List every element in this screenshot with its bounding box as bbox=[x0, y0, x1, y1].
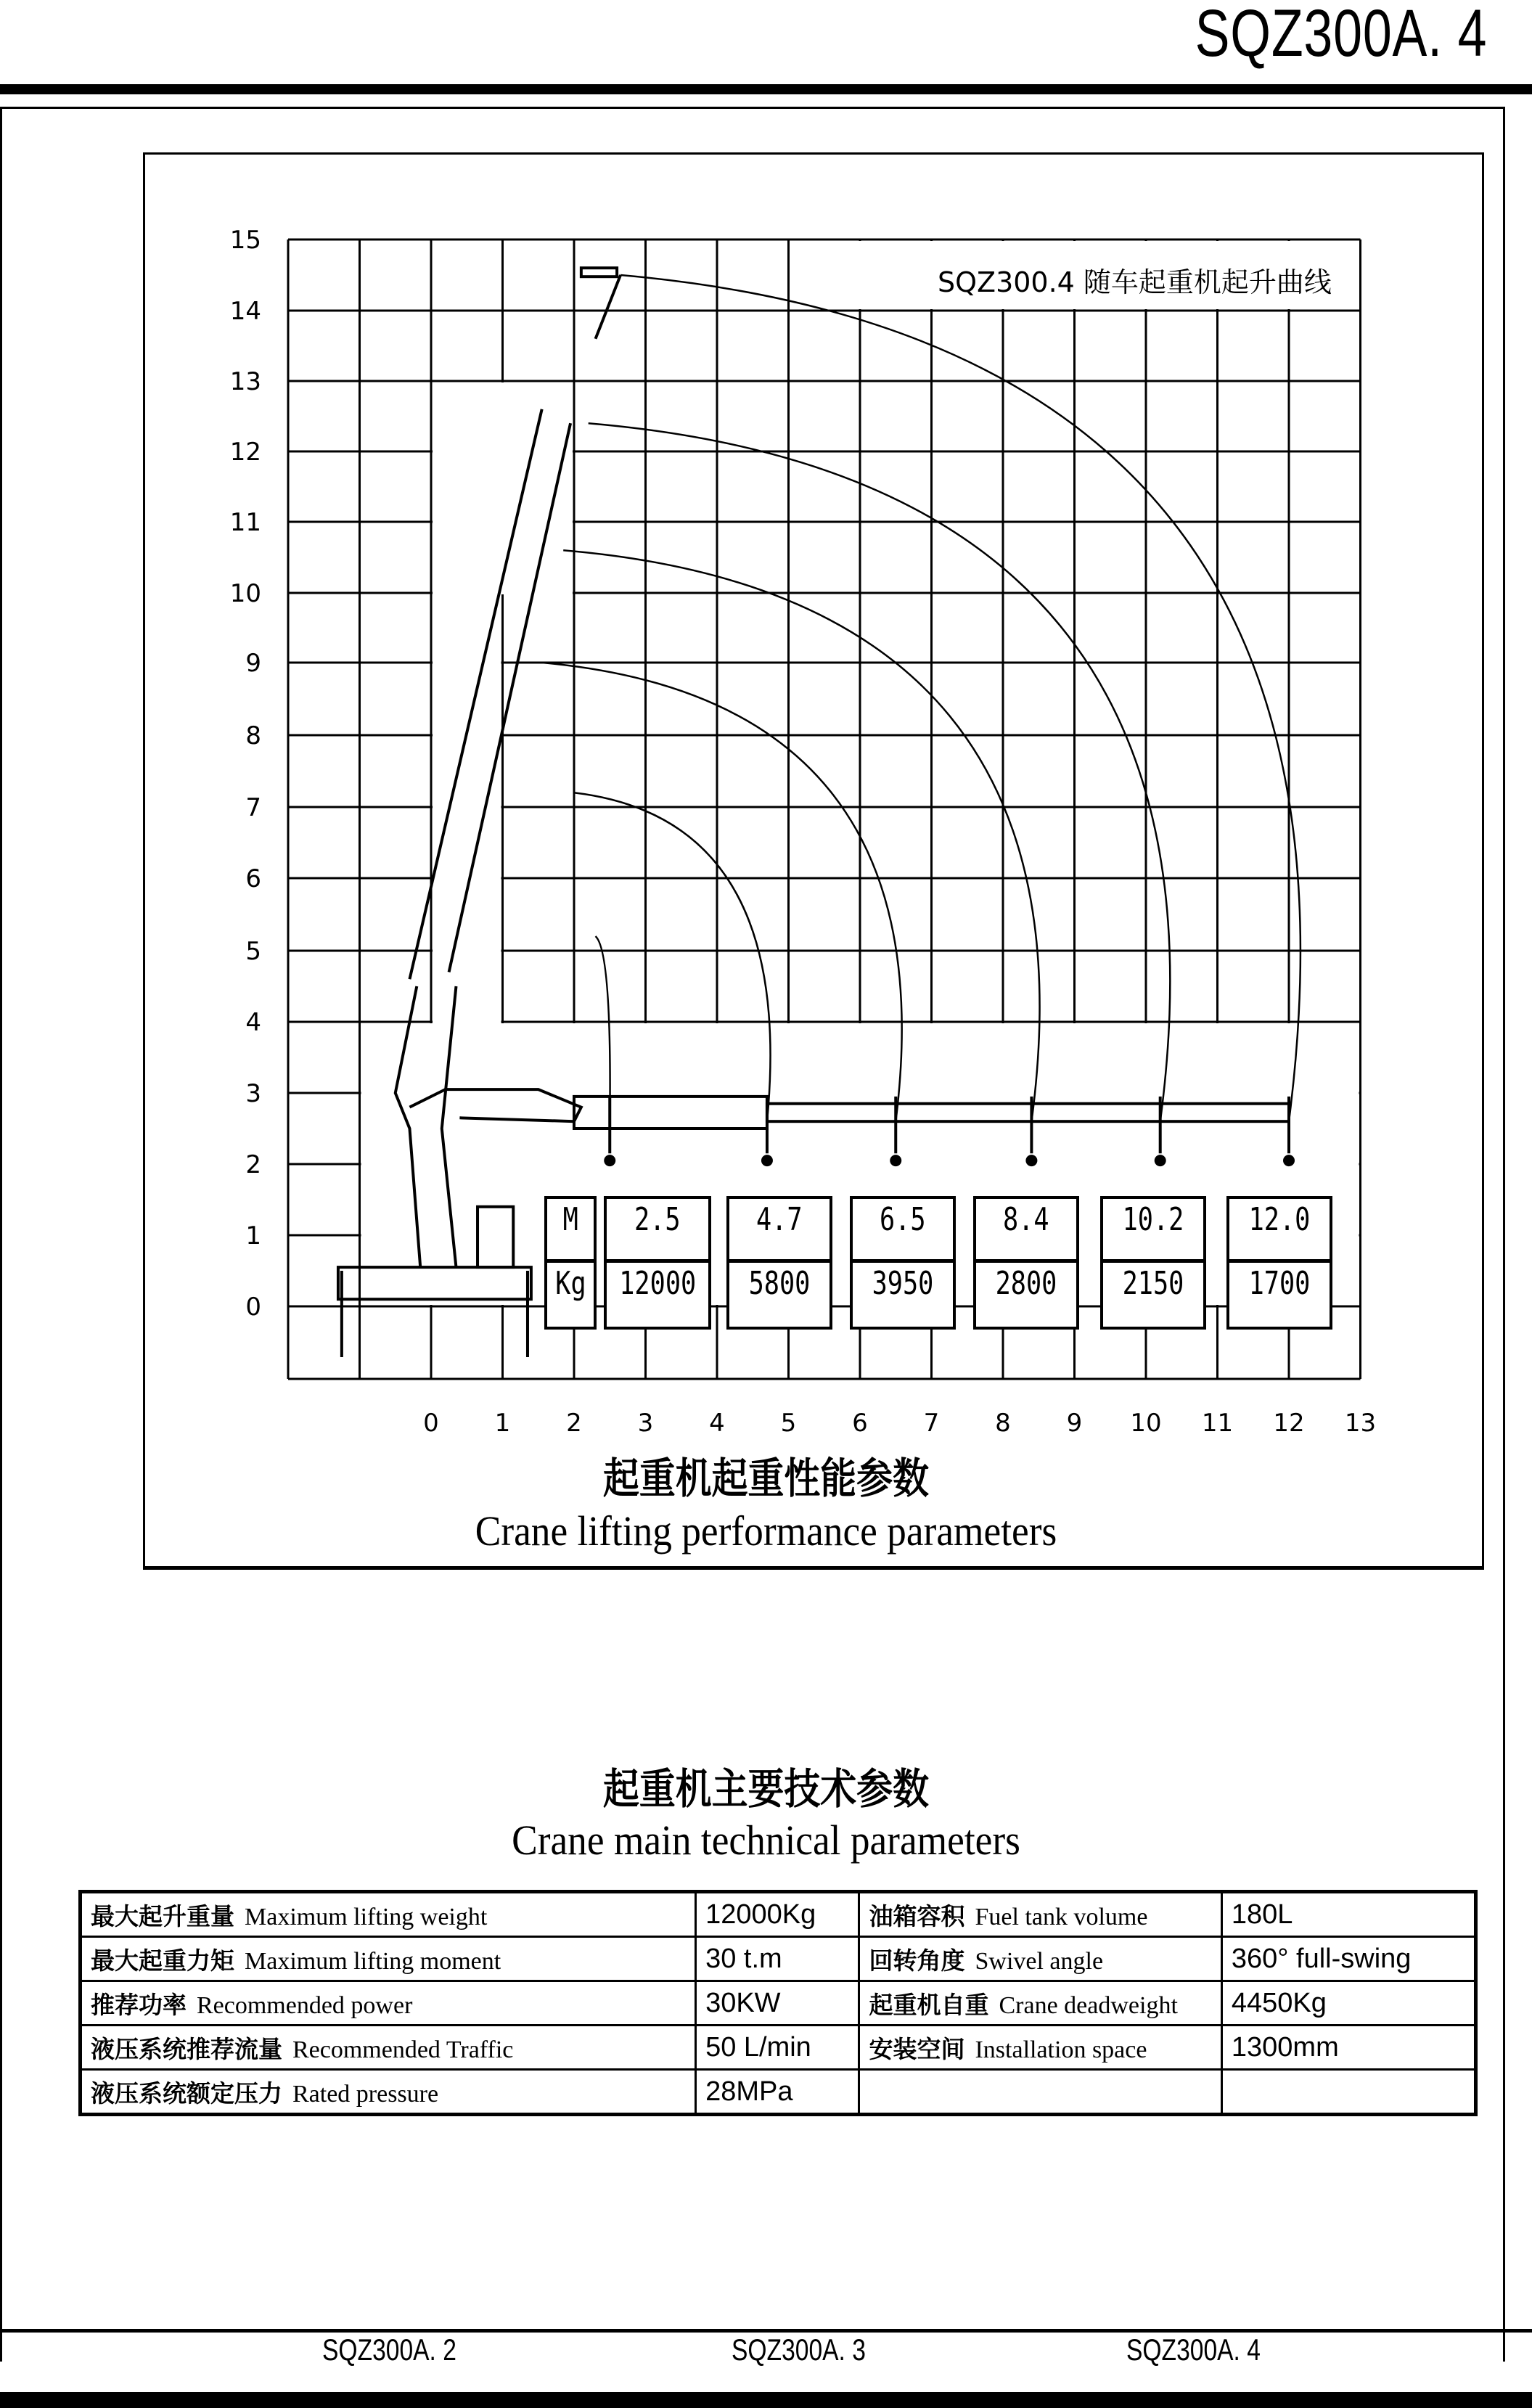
svg-text:1: 1 bbox=[494, 1409, 511, 1438]
svg-text:9: 9 bbox=[1066, 1409, 1083, 1438]
param-row bbox=[81, 2070, 1476, 2115]
param-value: 28MPa bbox=[696, 2070, 859, 2115]
param-label: 起重机自重 Crane deadweight bbox=[859, 1981, 1221, 2026]
footer-link-2[interactable]: SQZ300A. 3 bbox=[732, 2333, 866, 2367]
svg-text:6: 6 bbox=[245, 864, 261, 893]
svg-text:13: 13 bbox=[229, 367, 261, 396]
param-value: 360° full-swing bbox=[1221, 1937, 1475, 1981]
svg-text:3: 3 bbox=[637, 1409, 654, 1438]
load-table-column: 10.2 2150 bbox=[1100, 1196, 1206, 1330]
param-label: 液压系统额定压力 Rated pressure bbox=[81, 2070, 696, 2115]
svg-text:12: 12 bbox=[1273, 1409, 1305, 1438]
param-value: 30KW bbox=[696, 1981, 859, 2026]
param-value: 50 L/min bbox=[696, 2026, 859, 2070]
load-table-column: 4.7 5800 bbox=[726, 1196, 832, 1330]
param-value: 30 t.m bbox=[696, 1937, 859, 1981]
svg-text:2: 2 bbox=[566, 1409, 582, 1438]
svg-text:3: 3 bbox=[245, 1079, 261, 1108]
x-axis-ticks bbox=[423, 1409, 1376, 1438]
svg-text:4: 4 bbox=[245, 1008, 261, 1037]
load-table-column: 6.5 3950 bbox=[850, 1196, 956, 1330]
svg-text:8: 8 bbox=[995, 1409, 1011, 1438]
svg-text:6: 6 bbox=[852, 1409, 868, 1438]
tech-params-table bbox=[78, 1890, 1478, 2116]
footer-rule-bottom bbox=[0, 2392, 1532, 2408]
svg-text:0: 0 bbox=[245, 1293, 261, 1322]
footer-link-3[interactable]: SQZ300A. 4 bbox=[1126, 2333, 1261, 2367]
svg-text:12: 12 bbox=[229, 438, 261, 467]
svg-text:14: 14 bbox=[229, 297, 261, 326]
param-label: 液压系统推荐流量 Recommended Traffic bbox=[81, 2026, 696, 2070]
svg-text:0: 0 bbox=[423, 1409, 439, 1438]
param-label: 推荐功率 Recommended power bbox=[81, 1981, 696, 2026]
param-row bbox=[81, 1981, 1476, 2026]
param-value: 4450Kg bbox=[1221, 1981, 1475, 2026]
tech-title-en: Crane main technical parameters bbox=[512, 1817, 1020, 1864]
svg-text:2: 2 bbox=[245, 1150, 261, 1179]
param-label: 最大起升重量 Maximum lifting weight bbox=[81, 1892, 696, 1937]
param-label: 最大起重力矩 Maximum lifting moment bbox=[81, 1937, 696, 1981]
param-row bbox=[81, 1892, 1476, 1937]
load-table-column: 2.5 12000 bbox=[604, 1196, 711, 1330]
chart-title-en: Crane lifting performance parameters bbox=[475, 1507, 1057, 1555]
chart-caption: SQZ300.4 随车起重机起升曲线 bbox=[938, 266, 1332, 298]
page-code: SQZ300A. 4 bbox=[1195, 0, 1487, 70]
param-value: 180L bbox=[1221, 1892, 1475, 1937]
load-table-unit-labels: M Kg bbox=[544, 1196, 597, 1330]
param-label bbox=[859, 2070, 1221, 2115]
lifting-arcs bbox=[542, 275, 1300, 1121]
svg-text:11: 11 bbox=[1201, 1409, 1234, 1438]
svg-text:7: 7 bbox=[923, 1409, 940, 1438]
svg-text:1: 1 bbox=[245, 1221, 261, 1250]
param-row bbox=[81, 2026, 1476, 2070]
footer-link-1[interactable]: SQZ300A. 2 bbox=[322, 2333, 456, 2367]
param-row bbox=[81, 1937, 1476, 1981]
svg-text:5: 5 bbox=[780, 1409, 797, 1438]
svg-text:9: 9 bbox=[245, 649, 261, 678]
svg-text:15: 15 bbox=[229, 226, 261, 255]
svg-text:11: 11 bbox=[229, 508, 261, 537]
load-table-column: 12.0 1700 bbox=[1226, 1196, 1332, 1330]
param-value: 12000Kg bbox=[696, 1892, 859, 1937]
chart-title-cn: 起重机起重性能参数 bbox=[603, 1454, 929, 1503]
svg-text:8: 8 bbox=[245, 721, 261, 750]
tech-title-cn: 起重机主要技术参数 bbox=[603, 1764, 929, 1814]
svg-text:10: 10 bbox=[229, 579, 261, 608]
param-label: 回转角度 Swivel angle bbox=[859, 1937, 1221, 1981]
param-value bbox=[1221, 2070, 1475, 2115]
svg-text:7: 7 bbox=[245, 793, 261, 822]
load-table-column: 8.4 2800 bbox=[973, 1196, 1079, 1330]
svg-text:10: 10 bbox=[1130, 1409, 1162, 1438]
y-axis-ticks bbox=[230, 226, 261, 1322]
svg-text:4: 4 bbox=[709, 1409, 725, 1438]
param-value: 1300mm bbox=[1221, 2026, 1475, 2070]
param-label: 安装空间 Installation space bbox=[859, 2026, 1221, 2070]
svg-text:13: 13 bbox=[1344, 1409, 1377, 1438]
param-label: 油箱容积 Fuel tank volume bbox=[859, 1892, 1221, 1937]
svg-text:5: 5 bbox=[245, 937, 261, 966]
